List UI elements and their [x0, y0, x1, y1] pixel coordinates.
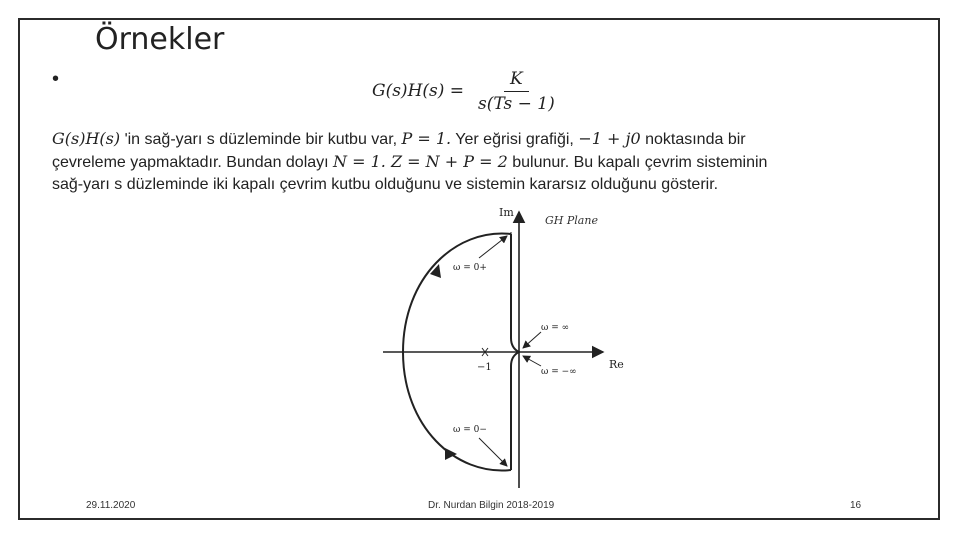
pointer-minus-inf — [523, 356, 541, 366]
re-axis-label: Re — [609, 358, 624, 371]
text-segment: Yer eğrisi grafiği, — [451, 131, 579, 148]
text-segment: bulunur. Bu kapalı çevrim sisteminin — [507, 154, 768, 171]
arc-arrow-lower — [445, 448, 457, 460]
footer-page-number: 16 — [850, 500, 862, 511]
equation-lhs: G(s)H(s) = — [372, 81, 465, 101]
paragraph-line-2 — [52, 151, 882, 174]
slide-title: Örnekler — [95, 22, 225, 57]
text-segment: noktasında bir — [640, 131, 746, 148]
bullet-marker: • — [52, 68, 60, 90]
gh-plane-label: GH Plane — [545, 214, 598, 227]
pointer-0plus — [479, 236, 507, 258]
explanation-paragraph — [52, 128, 882, 196]
paragraph-line-1 — [52, 128, 882, 151]
omega-minus-inf-label: ω = −∞ — [541, 367, 577, 377]
omega-0minus-label: ω = 0− — [453, 425, 487, 435]
text-segment: ʹin sağ-yarı s düzleminde bir kutbu var, — [120, 131, 402, 148]
pointer-0minus — [479, 438, 507, 466]
text-segment: çevreleme yapmaktadır. Bundan dolayı — [52, 154, 334, 171]
footer-date: 29.11.2020 — [86, 500, 136, 511]
minus-one-label: −1 — [477, 362, 492, 373]
transfer-function-equation — [372, 64, 561, 118]
nyquist-diagram — [375, 198, 635, 490]
equation-denominator: s(Ts − 1) — [478, 93, 555, 114]
math-p-equals: P = 1. — [401, 129, 452, 148]
omega-inf-label: ω = ∞ — [541, 323, 570, 333]
paragraph-line-3: sağ-yarı s düzleminde iki kapalı çevrim kutbu olduğunu ve sistemin kararsız olduğunu gösterir. — [52, 176, 719, 193]
arc-arrow-upper — [430, 264, 441, 278]
math-point: −1 + j0 — [578, 129, 641, 148]
equation-numerator: K — [504, 69, 529, 92]
equation-fraction — [472, 69, 561, 114]
im-axis-label: Im — [499, 206, 514, 219]
footer-author: Dr. Nurdan Bilgin 2018-2019 — [428, 500, 555, 511]
math-ghs: G(s)H(s) — [52, 129, 121, 148]
pointer-inf — [523, 332, 541, 348]
omega-0plus-label: ω = 0+ — [453, 263, 487, 273]
math-nz: N = 1. Z = N + P = 2 — [333, 152, 508, 171]
